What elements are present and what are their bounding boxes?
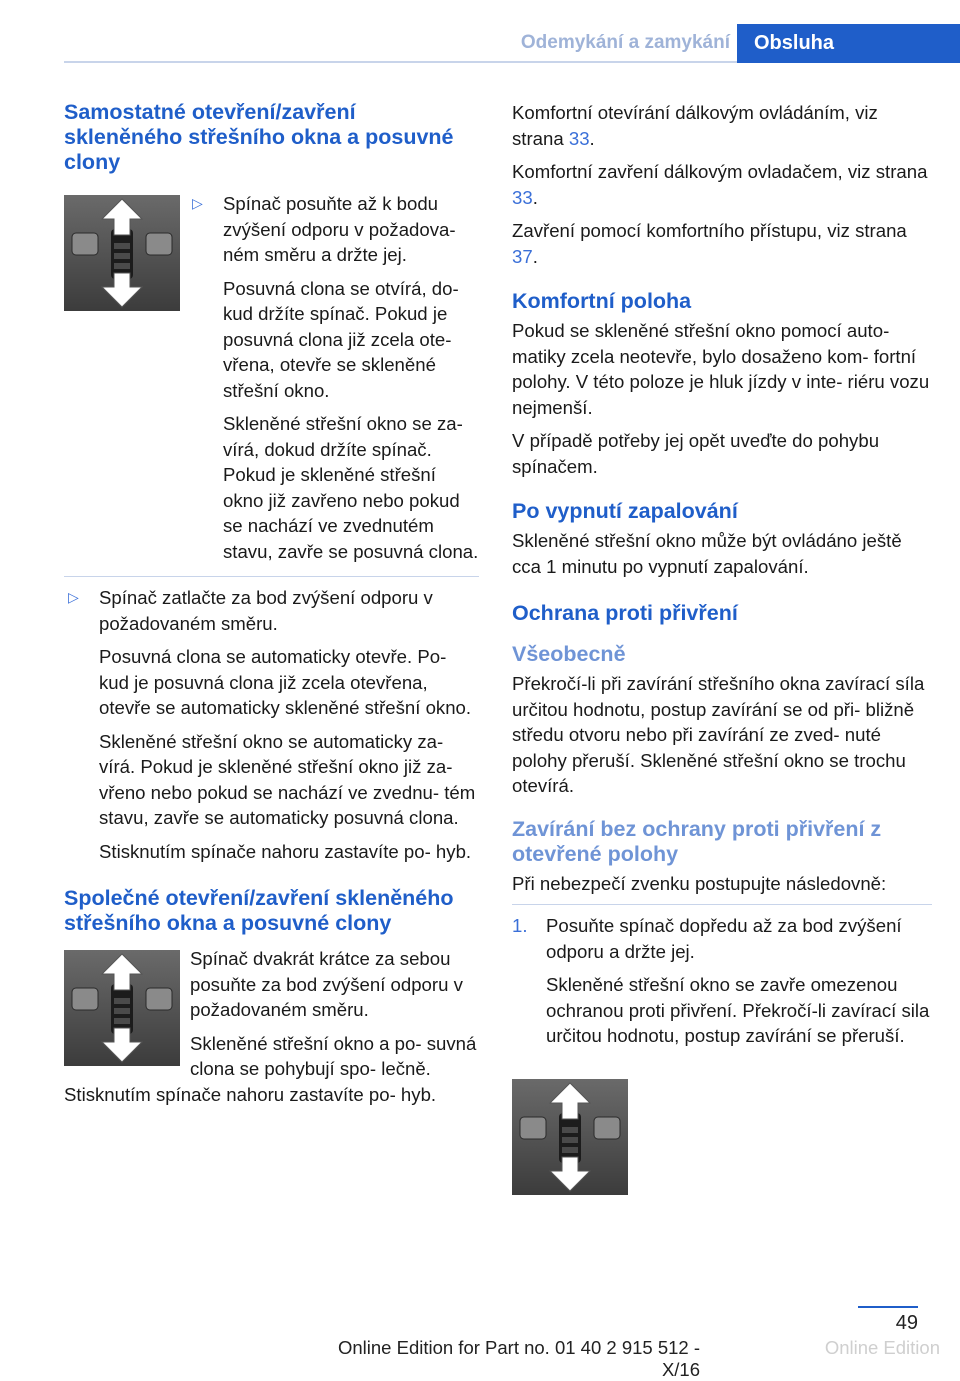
- separate-list-1: [188, 191, 479, 564]
- subheading-general: Všeobecně: [512, 642, 626, 666]
- header-chapter-tab: Obsluha: [737, 24, 960, 63]
- separate-block-1: [64, 191, 479, 572]
- paragraph: Skleněné střešní okno může být ovládáno ještě cca 1 minutu po vypnutí zapalování.: [512, 530, 902, 577]
- footer-edition: Online Edition for Part no. 01 40 2 915 512 - X/16: [337, 1337, 700, 1380]
- paragraph: Zavření pomocí komfortního přístupu, viz strana 37.: [512, 220, 907, 267]
- page-link[interactable]: 37: [512, 245, 533, 267]
- paragraph: Komfortní otevírání dálkovým ovládáním, viz strana 33.: [512, 102, 878, 149]
- header-section-title: Odemykání a zamykání: [520, 32, 730, 53]
- sunroof-switch-figure: [512, 1079, 628, 1195]
- paragraph: Skleněné střešní okno se za- vírá, dokud držíte spínač. Pokud je skleněné střešní okno již zavřeno nebo pokud se nachází ve zvednutém stavu, zavře se posuvná clona.: [223, 413, 479, 562]
- section-title-together: Společné otevření/zavření skleněného střešního okna a posuvné clony: [64, 886, 454, 935]
- paragraph: Skleněné střešní okno se automaticky za- vírá. Pokud je skleněné střešní okno již za- vřeno nebo pokud se nachází ve zvednu- tém stavu, zavře se automaticky posuvná clona.: [99, 730, 476, 828]
- steps-list: [512, 913, 932, 1049]
- paragraph: Při nebezpečí zvenku postupujte následovně:: [512, 872, 887, 894]
- subheading-no-protection: Zavírání bez ochrany proti přivření z otevřené polohy: [512, 816, 882, 866]
- paragraph: Pokud se skleněné střešní okno pomocí auto- matiky zcela neotevře, bylo dosaženo kom- fortní polohy. V této poloze je hluk jízdy v inte- riéru vozu nejmenší.: [512, 320, 930, 418]
- paragraph: Komfortní zavření dálkovým ovladačem, viz strana 33.: [512, 161, 928, 208]
- paragraph: V případě potřeby jej opět uveďte do pohybu spínačem.: [512, 430, 880, 477]
- heading-pinch-protection: Ochrana proti přivření: [512, 601, 738, 625]
- footer-rule: [858, 1306, 918, 1308]
- page-link[interactable]: 33: [512, 186, 533, 208]
- sunroof-switch-figure: [64, 195, 180, 311]
- paragraph: Posuvná clona se automaticky otevře. Po- kud je posuvná clona již zcela otevřena, otevře se automaticky skleněné střešní okno.: [99, 646, 472, 718]
- paragraph: Spínač dvakrát krátce za sebou posuňte za bod zvýšení odporu v požadovaném směru.: [190, 948, 463, 1020]
- section-title-separate: Samostatné otevření/zavření skleněného střešního okna a posuvné clony: [64, 100, 454, 174]
- heading-after-ignition: Po vypnutí zapalování: [512, 499, 738, 523]
- divider: [64, 576, 479, 577]
- separate-list-2: [64, 585, 479, 864]
- watermark: Online Edition: [824, 1337, 940, 1358]
- paragraph: Spínač posuňte až k bodu zvýšení odporu v požadova- ném směru a držte jej.: [223, 193, 456, 265]
- paragraph: Spínač zatlačte za bod zvýšení odporu v požadovaném směru.: [99, 587, 433, 634]
- paragraph: Posuňte spínač dopředu až za bod zvýšení odporu a držte jej.: [546, 915, 902, 962]
- page-number: 49: [895, 1312, 918, 1334]
- sunroof-switch-figure: [64, 950, 180, 1066]
- left-column: [64, 100, 479, 1115]
- list-item: [512, 913, 932, 1049]
- heading-comfort-position: Komfortní poloha: [512, 289, 692, 313]
- triangle-bullet-icon: ▷: [68, 589, 79, 605]
- list-item: [64, 585, 479, 864]
- paragraph: Skleněné střešní okno a po- suvná clona se pohybují spo- lečně. Stisknutím spínače nahoru zastavíte po- hyb.: [64, 1032, 477, 1105]
- paragraph: Skleněné střešní okno se zavře omezenou ochranou proti přivření. Překročí-li zavírací sila určitou hodnotu, postup zavírání se přeruší.: [546, 974, 930, 1046]
- divider: [512, 904, 932, 905]
- paragraph: Stisknutím spínače nahoru zastavíte po- hyb.: [99, 840, 472, 862]
- paragraph: Překročí-li při zavírání střešního okna zavírací síla určitou hodnotu, postup zavírání se od při- bližně středu otvoru nebo při zavírání ze zved- nuté polohy přeruší. Skleněné střešní okno se trochu otevírá.: [512, 673, 925, 796]
- together-block: [64, 946, 479, 1107]
- right-column: [512, 100, 932, 1201]
- triangle-bullet-icon: ▷: [192, 195, 203, 211]
- page-link[interactable]: 33: [568, 127, 590, 149]
- step-number: 1.: [512, 915, 528, 936]
- list-item: [188, 191, 479, 564]
- paragraph: Posuvná clona se otvírá, do- kud držíte spínač. Pokud je posuvná clona již zcela ote- vřena, otevře se skleněné střešní okno.: [223, 277, 459, 401]
